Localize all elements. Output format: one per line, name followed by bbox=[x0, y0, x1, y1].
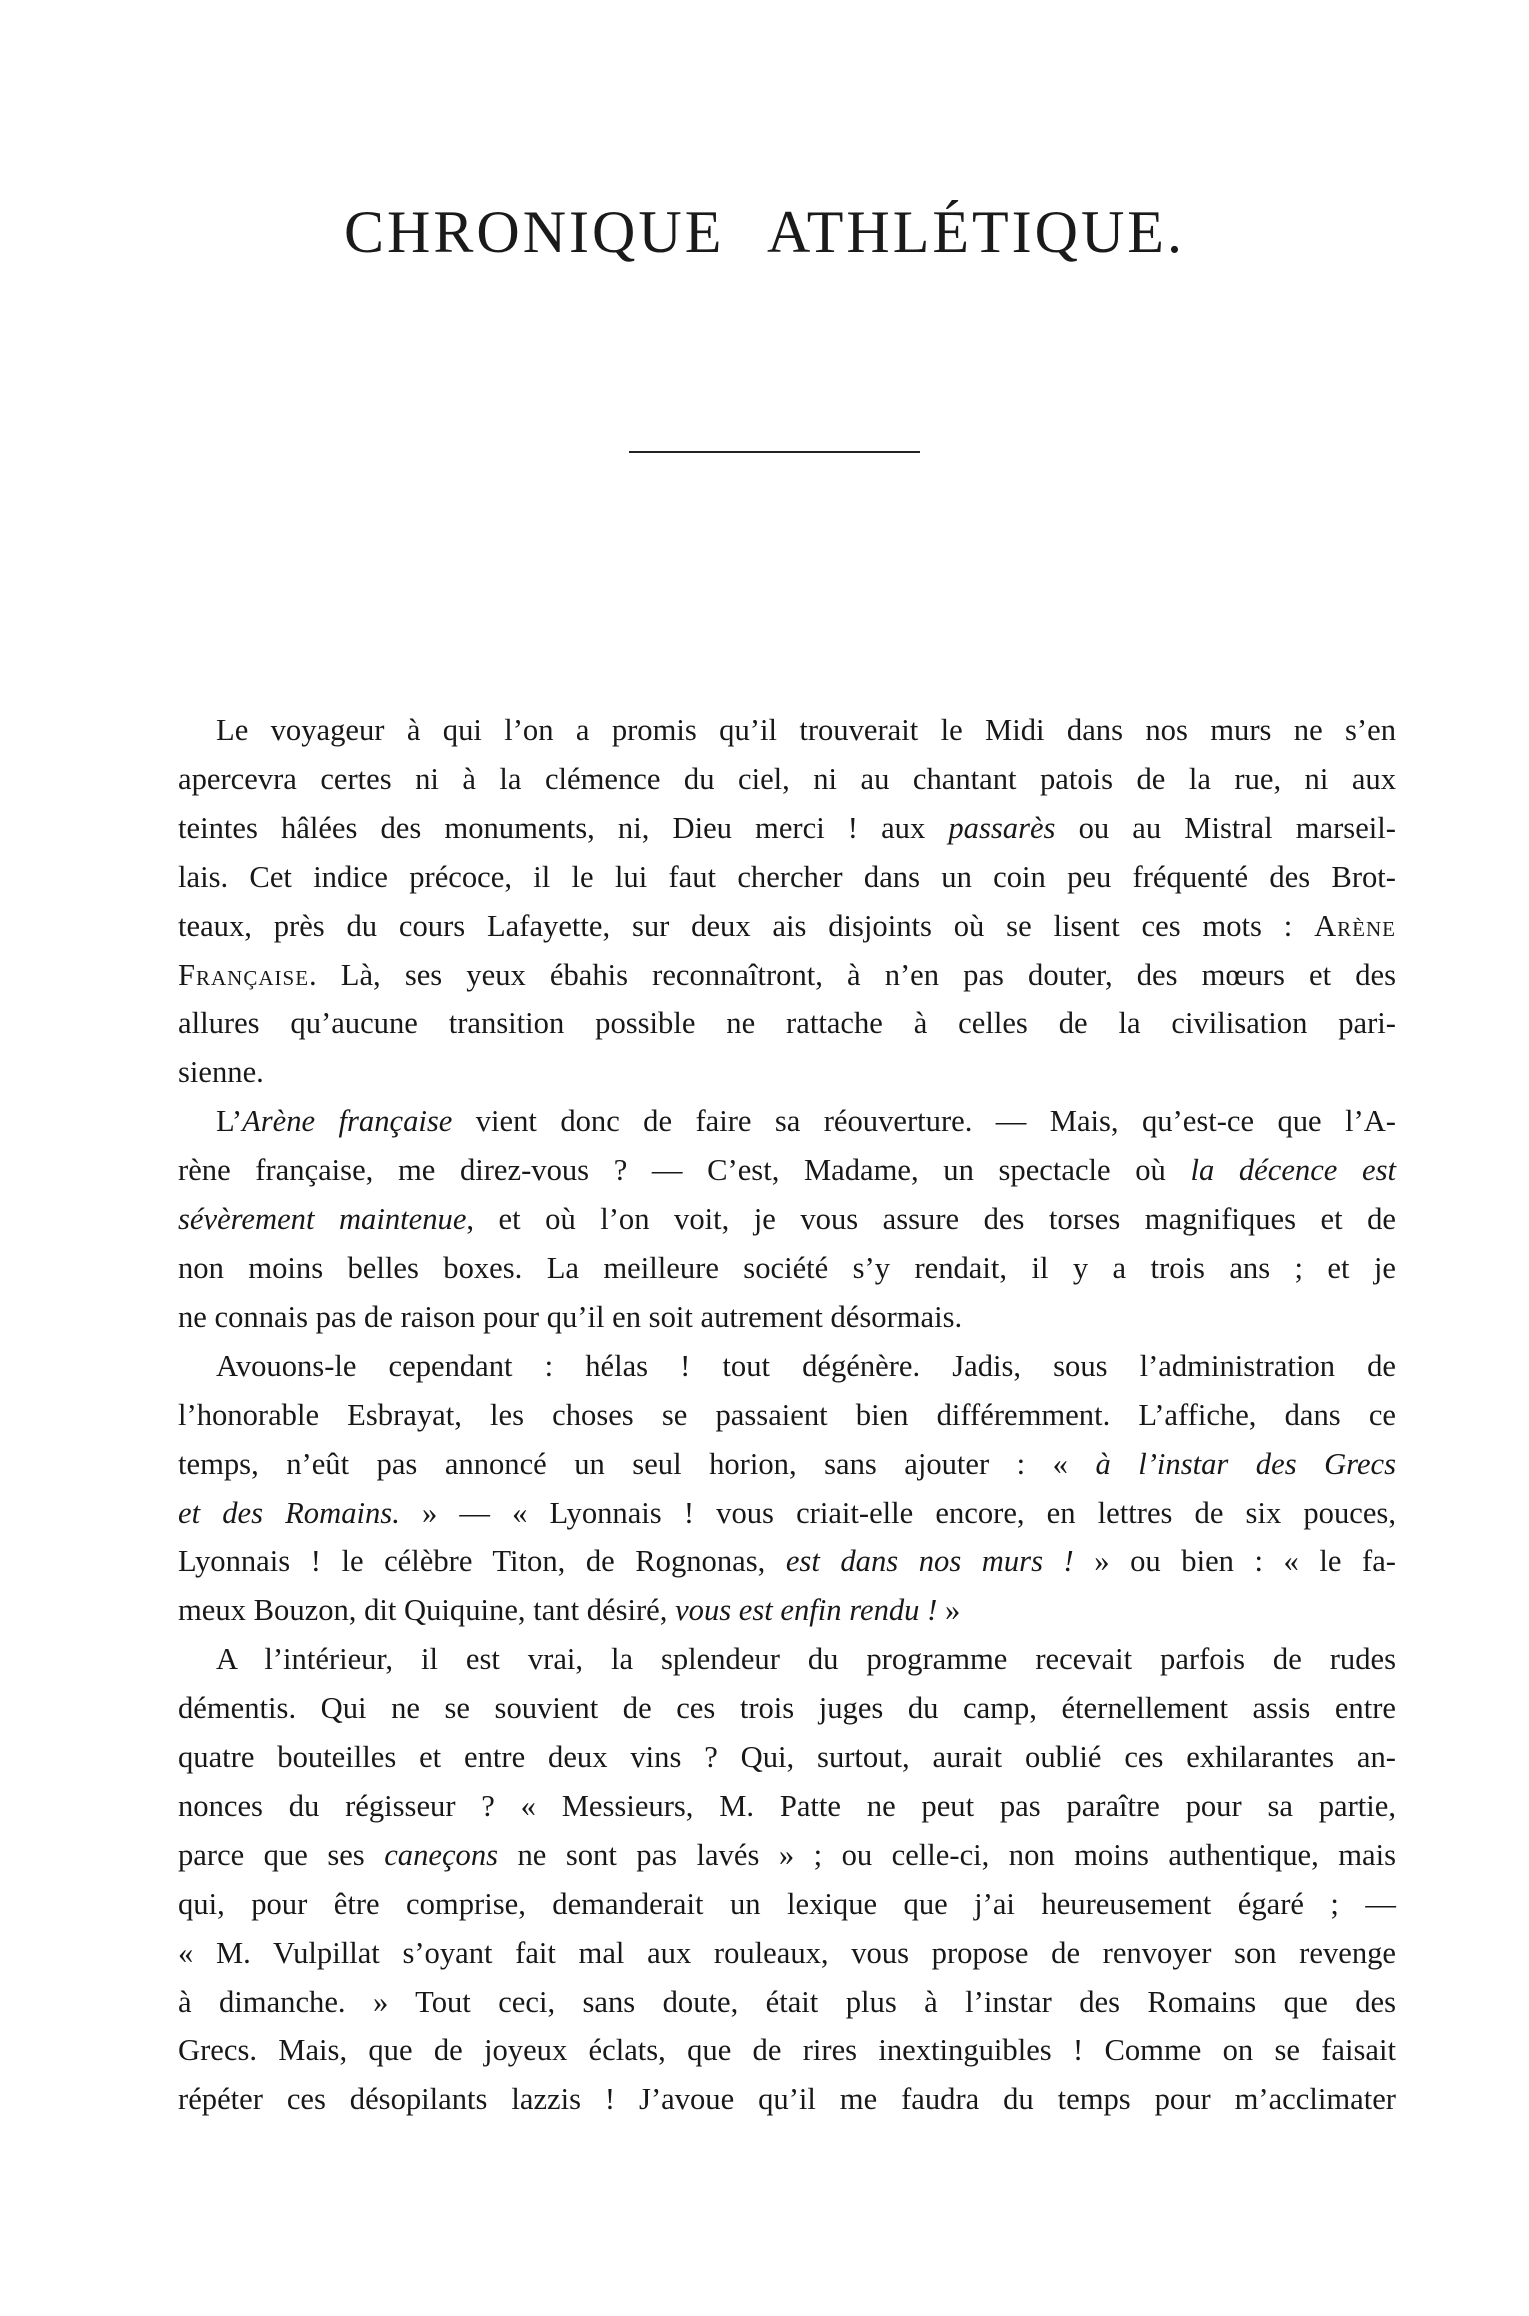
text-line: quatre bouteilles et entre deux vins ? Qui, surtout, aurait oublié ces exhilarantes an- bbox=[178, 1740, 1396, 1775]
text-line: Lyonnais ! le célèbre Titon, de Rognonas, est dans nos murs ! » ou bien : « le fa- bbox=[178, 1544, 1396, 1579]
paragraph bbox=[178, 1635, 1396, 2124]
text-line: meux Bouzon, dit Quiquine, tant désiré, vous est enfin rendu ! » bbox=[178, 1593, 961, 1628]
body-text bbox=[178, 706, 1396, 2124]
paragraph bbox=[178, 1342, 1396, 1635]
text-line: Avouons-le cependant : hélas ! tout dégénère. Jadis, sous l’administration de bbox=[216, 1348, 1396, 1383]
text-line: lais. Cet indice précoce, il le lui faut chercher dans un coin peu fréquenté des Brot- bbox=[178, 859, 1396, 894]
text-line: Française. Là, ses yeux ébahis reconnaîtront, à n’en pas douter, des mœurs et des bbox=[178, 957, 1396, 992]
text-line: « M. Vulpillat s’oyant fait mal aux rouleaux, vous propose de renvoyer son revenge bbox=[178, 1935, 1396, 1970]
text-line: l’honorable Esbrayat, les choses se passaient bien différemment. L’affiche, dans ce bbox=[178, 1397, 1396, 1432]
text-line: parce que ses caneçons ne sont pas lavés » ; ou celle-ci, non moins authentique, mais bbox=[178, 1837, 1396, 1872]
text-line: Grecs. Mais, que de joyeux éclats, que de rires inextinguibles ! Comme on se faisait bbox=[178, 2033, 1396, 2068]
paragraph bbox=[178, 706, 1396, 1097]
text-line: sévèrement maintenue, et où l’on voit, je vous assure des torses magnifiques et de bbox=[178, 1202, 1396, 1237]
text-line: sienne. bbox=[178, 1055, 264, 1090]
text-line: A l’intérieur, il est vrai, la splendeur du programme recevait parfois de rudes bbox=[216, 1642, 1396, 1677]
text-line: répéter ces désopilants lazzis ! J’avoue qu’il me faudra du temps pour m’acclimater bbox=[178, 2082, 1396, 2117]
text-line: non moins belles boxes. La meilleure société s’y rendait, il y a trois ans ; et je bbox=[178, 1250, 1396, 1285]
text-line: teaux, près du cours Lafayette, sur deux ais disjoints où se lisent ces mots : Arène bbox=[178, 908, 1396, 943]
text-line: à dimanche. » Tout ceci, sans doute, était plus à l’instar des Romains que des bbox=[178, 1984, 1396, 2019]
text-line: teintes hâlées des monuments, ni, Dieu merci ! aux passarès ou au Mistral marseil- bbox=[178, 810, 1396, 845]
text-line: allures qu’aucune transition possible ne rattache à celles de la civilisation pari- bbox=[178, 1006, 1396, 1041]
text-line: temps, n’eût pas annoncé un seul horion, sans ajouter : « à l’instar des Grecs bbox=[178, 1446, 1397, 1481]
text-line: L’Arène française vient donc de faire sa réouverture. — Mais, qu’est-ce que l’A- bbox=[216, 1104, 1396, 1139]
text-line: qui, pour être comprise, demanderait un lexique que j’ai heureusement égaré ; — bbox=[178, 1886, 1396, 1921]
text-line: apercevra certes ni à la clémence du ciel, ni au chantant patois de la rue, ni aux bbox=[178, 761, 1396, 796]
text-line: nonces du régisseur ? « Messieurs, M. Patte ne peut pas paraître pour sa partie, bbox=[178, 1788, 1396, 1823]
title-separator-rule bbox=[629, 451, 920, 453]
paragraph bbox=[178, 1097, 1396, 1342]
text-line: rène française, me direz-vous ? — C’est, Madame, un spectacle où la décence est bbox=[178, 1153, 1396, 1188]
text-line: Le voyageur à qui l’on a promis qu’il trouverait le Midi dans nos murs ne s’en bbox=[216, 713, 1396, 747]
page-title: CHRONIQUE ATHLÉTIQUE. bbox=[344, 199, 1185, 265]
text-line: et des Romains. » — « Lyonnais ! vous criait-elle encore, en lettres de six pouces, bbox=[178, 1495, 1396, 1530]
text-line: démentis. Qui ne se souvient de ces trois juges du camp, éternellement assis entre bbox=[178, 1691, 1396, 1726]
text-line: ne connais pas de raison pour qu’il en soit autrement désormais. bbox=[178, 1299, 963, 1334]
